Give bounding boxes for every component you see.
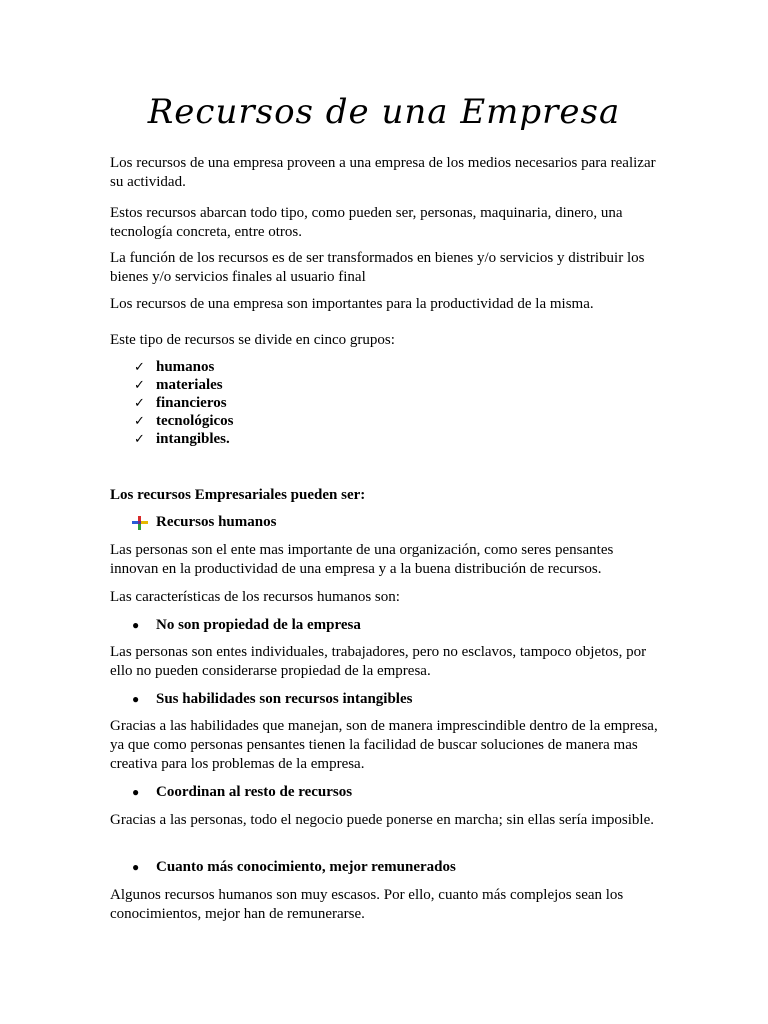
subsection-item-recursos-humanos <box>132 513 276 532</box>
intro-paragraph-1: Los recursos de una empresa proveen a una empresa de los medios necesarios para realizar su actividad. <box>110 155 656 190</box>
checkmark-icon: ✓ <box>134 413 145 428</box>
checkmark-icon: ✓ <box>134 359 145 374</box>
list-item: ✓ tecnológicos <box>134 413 234 429</box>
checkmark-icon: ✓ <box>134 377 145 392</box>
characteristic-text-4: Algunos recursos humanos son muy escasos. Por ello, cuanto más complejos sean los conocimientos, mejor han de remunerarse. <box>110 887 624 922</box>
document-title: Recursos de una Empresa <box>147 92 621 132</box>
intro-paragraph-2: Estos recursos abarcan todo tipo, como pueden ser, personas, maquinaria, dinero, una tecnología concreta, entre otros. <box>110 205 623 240</box>
list-item: ✓ materiales <box>134 377 223 393</box>
subsection-label: Recursos humanos <box>156 514 277 530</box>
intro-paragraph-3: La función de los recursos es de ser transformados en bienes y/o servicios y distribuir los bienes y/o servicios finales al usuario final <box>110 250 645 285</box>
checkmark-icon: ✓ <box>134 395 145 410</box>
hr-paragraph-1: Las personas son el ente mas importante de una organización, como seres pensantes innovan en la productividad de una empresa y a la buena distribución de recursos. <box>110 542 614 577</box>
section-heading: Los recursos Empresariales pueden ser: <box>110 487 366 503</box>
characteristic-bullet-4: ● Cuanto más conocimiento, mejor remunerados <box>132 859 456 875</box>
list-item: ✓ humanos <box>134 359 215 375</box>
hr-paragraph-2: Las características de los recursos humanos son: <box>110 589 400 605</box>
list-item: ✓ financieros <box>134 395 227 411</box>
bullet-dot-icon: ● <box>132 618 140 632</box>
intro-paragraph-5: Este tipo de recursos se divide en cinco grupos: <box>110 332 395 348</box>
arrow-bullet-icon <box>132 516 148 530</box>
bullet-dot-icon: ● <box>132 785 140 799</box>
intro-paragraph-4: Los recursos de una empresa son importantes para la productividad de la misma. <box>110 296 594 312</box>
characteristic-bullet-1: ● No son propiedad de la empresa <box>132 617 361 633</box>
groups-checklist <box>134 358 233 448</box>
bullet-dot-icon: ● <box>132 860 140 874</box>
characteristic-text-3: Gracias a las personas, todo el negocio puede ponerse en marcha; sin ellas sería imposible. <box>110 812 654 828</box>
characteristic-text-2: Gracias a las habilidades que manejan, son de manera imprescindible dentro de la empresa, ya que como personas pensantes tienen la facilidad de buscar soluciones de manera mas creativa para los problemas de la empresa. <box>110 718 658 772</box>
characteristic-text-1: Las personas son entes individuales, trabajadores, pero no esclavos, tampoco objetos, por ello no pueden considerarse propiedad de la empresa. <box>110 644 647 679</box>
bullet-dot-icon: ● <box>132 692 140 706</box>
characteristic-bullet-2: ● Sus habilidades son recursos intangibles <box>132 691 413 707</box>
list-item: ✓ intangibles. <box>134 431 230 447</box>
checkmark-icon: ✓ <box>134 431 145 446</box>
characteristic-bullet-3: ● Coordinan al resto de recursos <box>132 784 353 800</box>
